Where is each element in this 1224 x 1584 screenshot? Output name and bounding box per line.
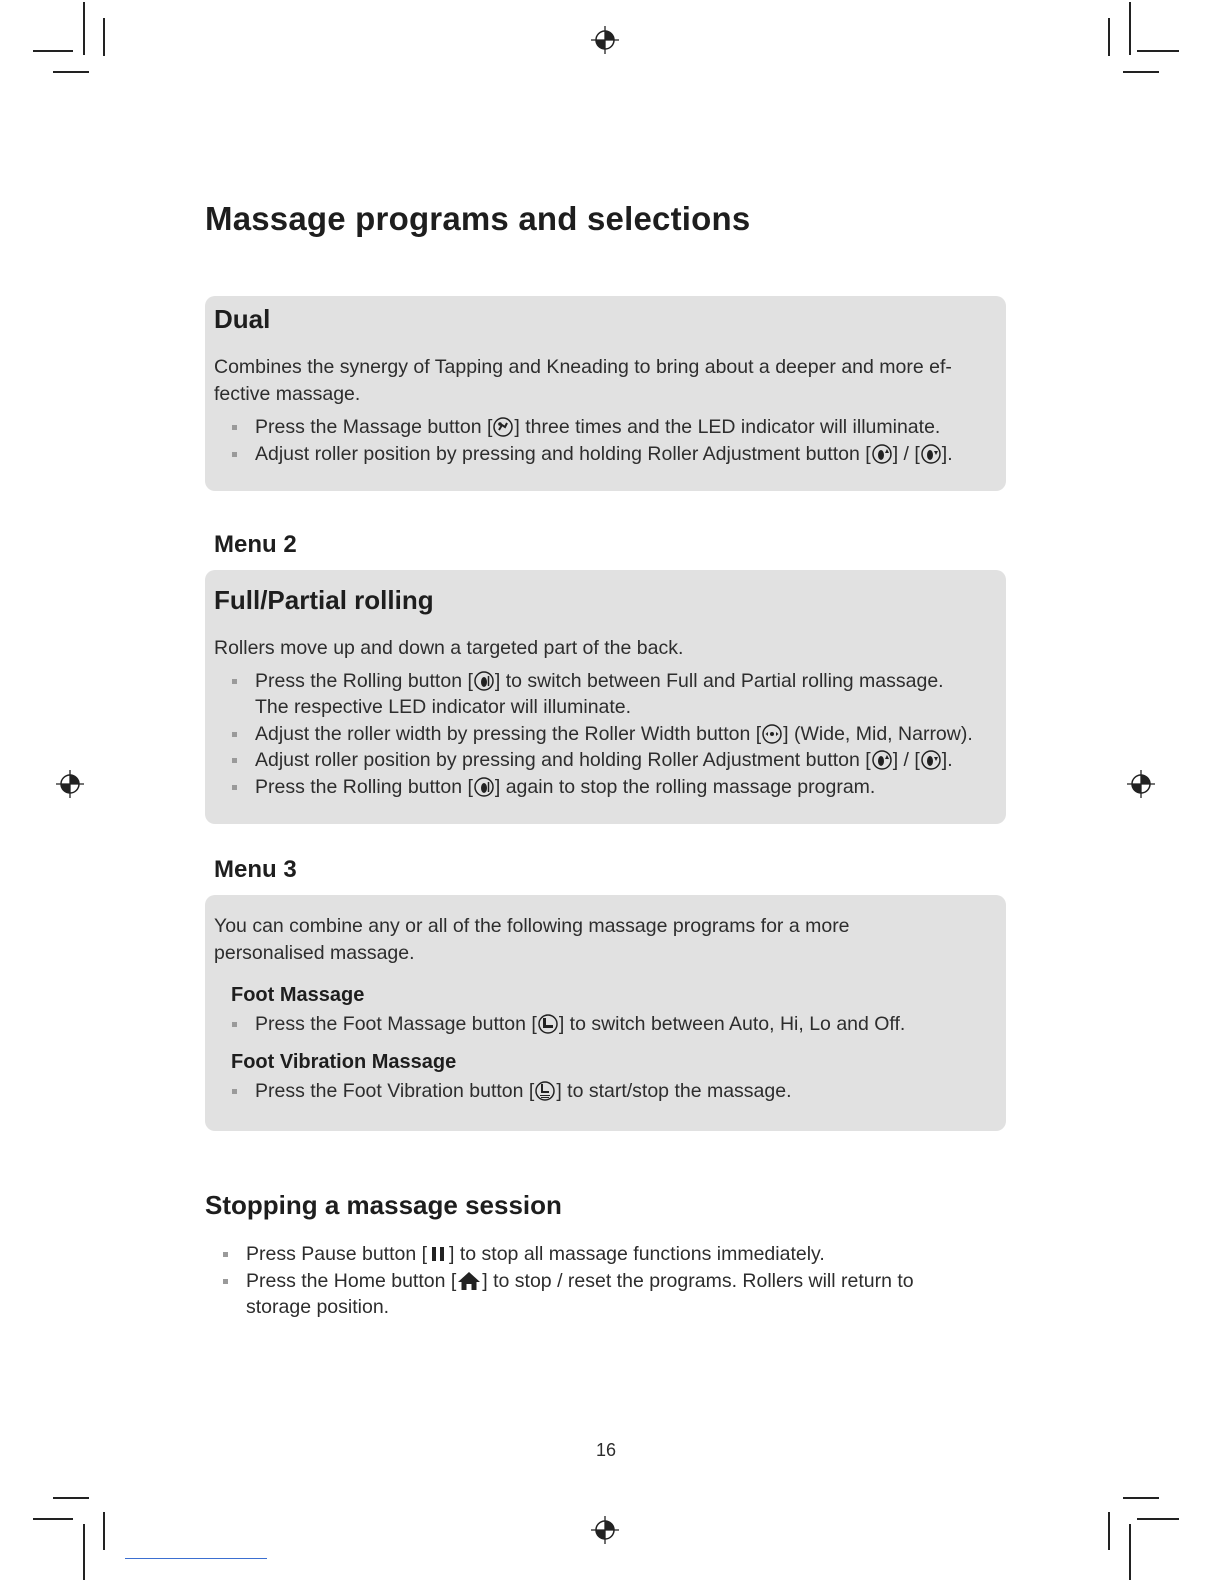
roller-width-icon bbox=[762, 724, 782, 744]
foot-massage-bullet-list bbox=[214, 1011, 997, 1038]
list-item: Press the Foot Vibration button [ ] to start/stop the massage. bbox=[214, 1078, 997, 1105]
rolling-icon bbox=[474, 671, 494, 691]
registration-mark-icon bbox=[590, 1515, 620, 1545]
crop-mark bbox=[53, 1497, 89, 1499]
roller-down-icon bbox=[921, 750, 941, 770]
pause-icon bbox=[428, 1244, 448, 1264]
menu3-section bbox=[205, 895, 1006, 1131]
crop-mark bbox=[1108, 18, 1110, 56]
home-icon bbox=[457, 1271, 481, 1291]
list-item: Press Pause button [ ] to stop all massage functions immediately. bbox=[205, 1241, 914, 1268]
stopping-bullet-list bbox=[205, 1241, 914, 1321]
registration-mark-icon bbox=[590, 25, 620, 55]
page-number: 16 bbox=[595, 1440, 617, 1460]
full-partial-rolling-description: Rollers move up and down a targeted part of the back. bbox=[214, 637, 684, 659]
foot-vibration-bullet-list bbox=[214, 1078, 997, 1105]
list-item: Adjust roller position by pressing and holding Roller Adjustment button [ ] / [ ]. bbox=[214, 747, 997, 774]
list-item: Adjust the roller width by pressing the Roller Width button [ ] (Wide, Mid, Narrow). bbox=[214, 721, 997, 748]
menu3-description: You can combine any or all of the following massage programs for a more personalised massage. bbox=[214, 915, 850, 964]
registration-mark-icon bbox=[55, 769, 85, 799]
list-item: Press the Home button [ ] to stop / reset the programs. Rollers will return to storage position. bbox=[205, 1268, 914, 1321]
crop-mark bbox=[53, 71, 89, 73]
list-item: Press the Foot Massage button [ ] to switch between Auto, Hi, Lo and Off. bbox=[214, 1011, 997, 1038]
crop-mark bbox=[1129, 1524, 1131, 1580]
roller-up-icon bbox=[872, 444, 892, 464]
rolling-icon bbox=[474, 777, 494, 797]
full-partial-rolling-section bbox=[205, 570, 1006, 824]
foot-vibration-group bbox=[214, 1051, 997, 1105]
crop-mark bbox=[1123, 71, 1159, 73]
crop-mark bbox=[83, 1524, 85, 1580]
registration-mark-icon bbox=[1126, 769, 1156, 799]
crop-mark bbox=[1123, 1497, 1159, 1499]
crop-mark bbox=[1108, 1512, 1110, 1550]
list-item: Press the Rolling button [ ] again to stop the rolling massage program. bbox=[214, 774, 997, 801]
dual-bullet-list bbox=[214, 414, 997, 467]
crop-mark bbox=[103, 1512, 105, 1550]
roller-down-icon bbox=[921, 444, 941, 464]
dual-description: Combines the synergy of Tapping and Kneading to bring about a deeper and more ef- fective massage. bbox=[214, 356, 952, 405]
foot-massage-title: Foot Massage bbox=[231, 984, 365, 1006]
menu3-heading: Menu 3 bbox=[214, 856, 297, 883]
roller-up-icon bbox=[872, 750, 892, 770]
crop-mark bbox=[1137, 50, 1179, 52]
crop-mark bbox=[83, 2, 85, 55]
crop-mark bbox=[33, 50, 73, 52]
foot-massage-group bbox=[214, 984, 997, 1038]
footer-divider bbox=[125, 1558, 267, 1559]
foot-vibration-title: Foot Vibration Massage bbox=[231, 1050, 457, 1073]
menu2-heading: Menu 2 bbox=[214, 531, 297, 558]
page-title: Massage programs and selections bbox=[205, 200, 751, 237]
list-item: Press the Massage button [ ] three times and the LED indicator will illuminate. bbox=[214, 414, 997, 441]
massage-mode-icon bbox=[493, 417, 513, 437]
list-item: Press the Rolling button [ ] to switch between Full and Partial rolling massage. The respective LED indicator will illuminate. bbox=[214, 668, 997, 721]
foot-massage-icon bbox=[538, 1014, 558, 1034]
dual-title: Dual bbox=[214, 304, 271, 334]
crop-mark bbox=[33, 1518, 73, 1520]
full-partial-rolling-bullet-list bbox=[214, 668, 997, 801]
crop-mark bbox=[1129, 2, 1131, 55]
crop-mark bbox=[1137, 1518, 1179, 1520]
dual-section bbox=[205, 296, 1006, 491]
full-partial-rolling-title: Full/Partial rolling bbox=[214, 585, 434, 615]
foot-vibration-icon bbox=[535, 1081, 555, 1101]
stopping-title: Stopping a massage session bbox=[205, 1190, 562, 1220]
list-item: Adjust roller position by pressing and holding Roller Adjustment button [ ] / [ ]. bbox=[214, 441, 997, 468]
crop-mark bbox=[103, 18, 105, 56]
